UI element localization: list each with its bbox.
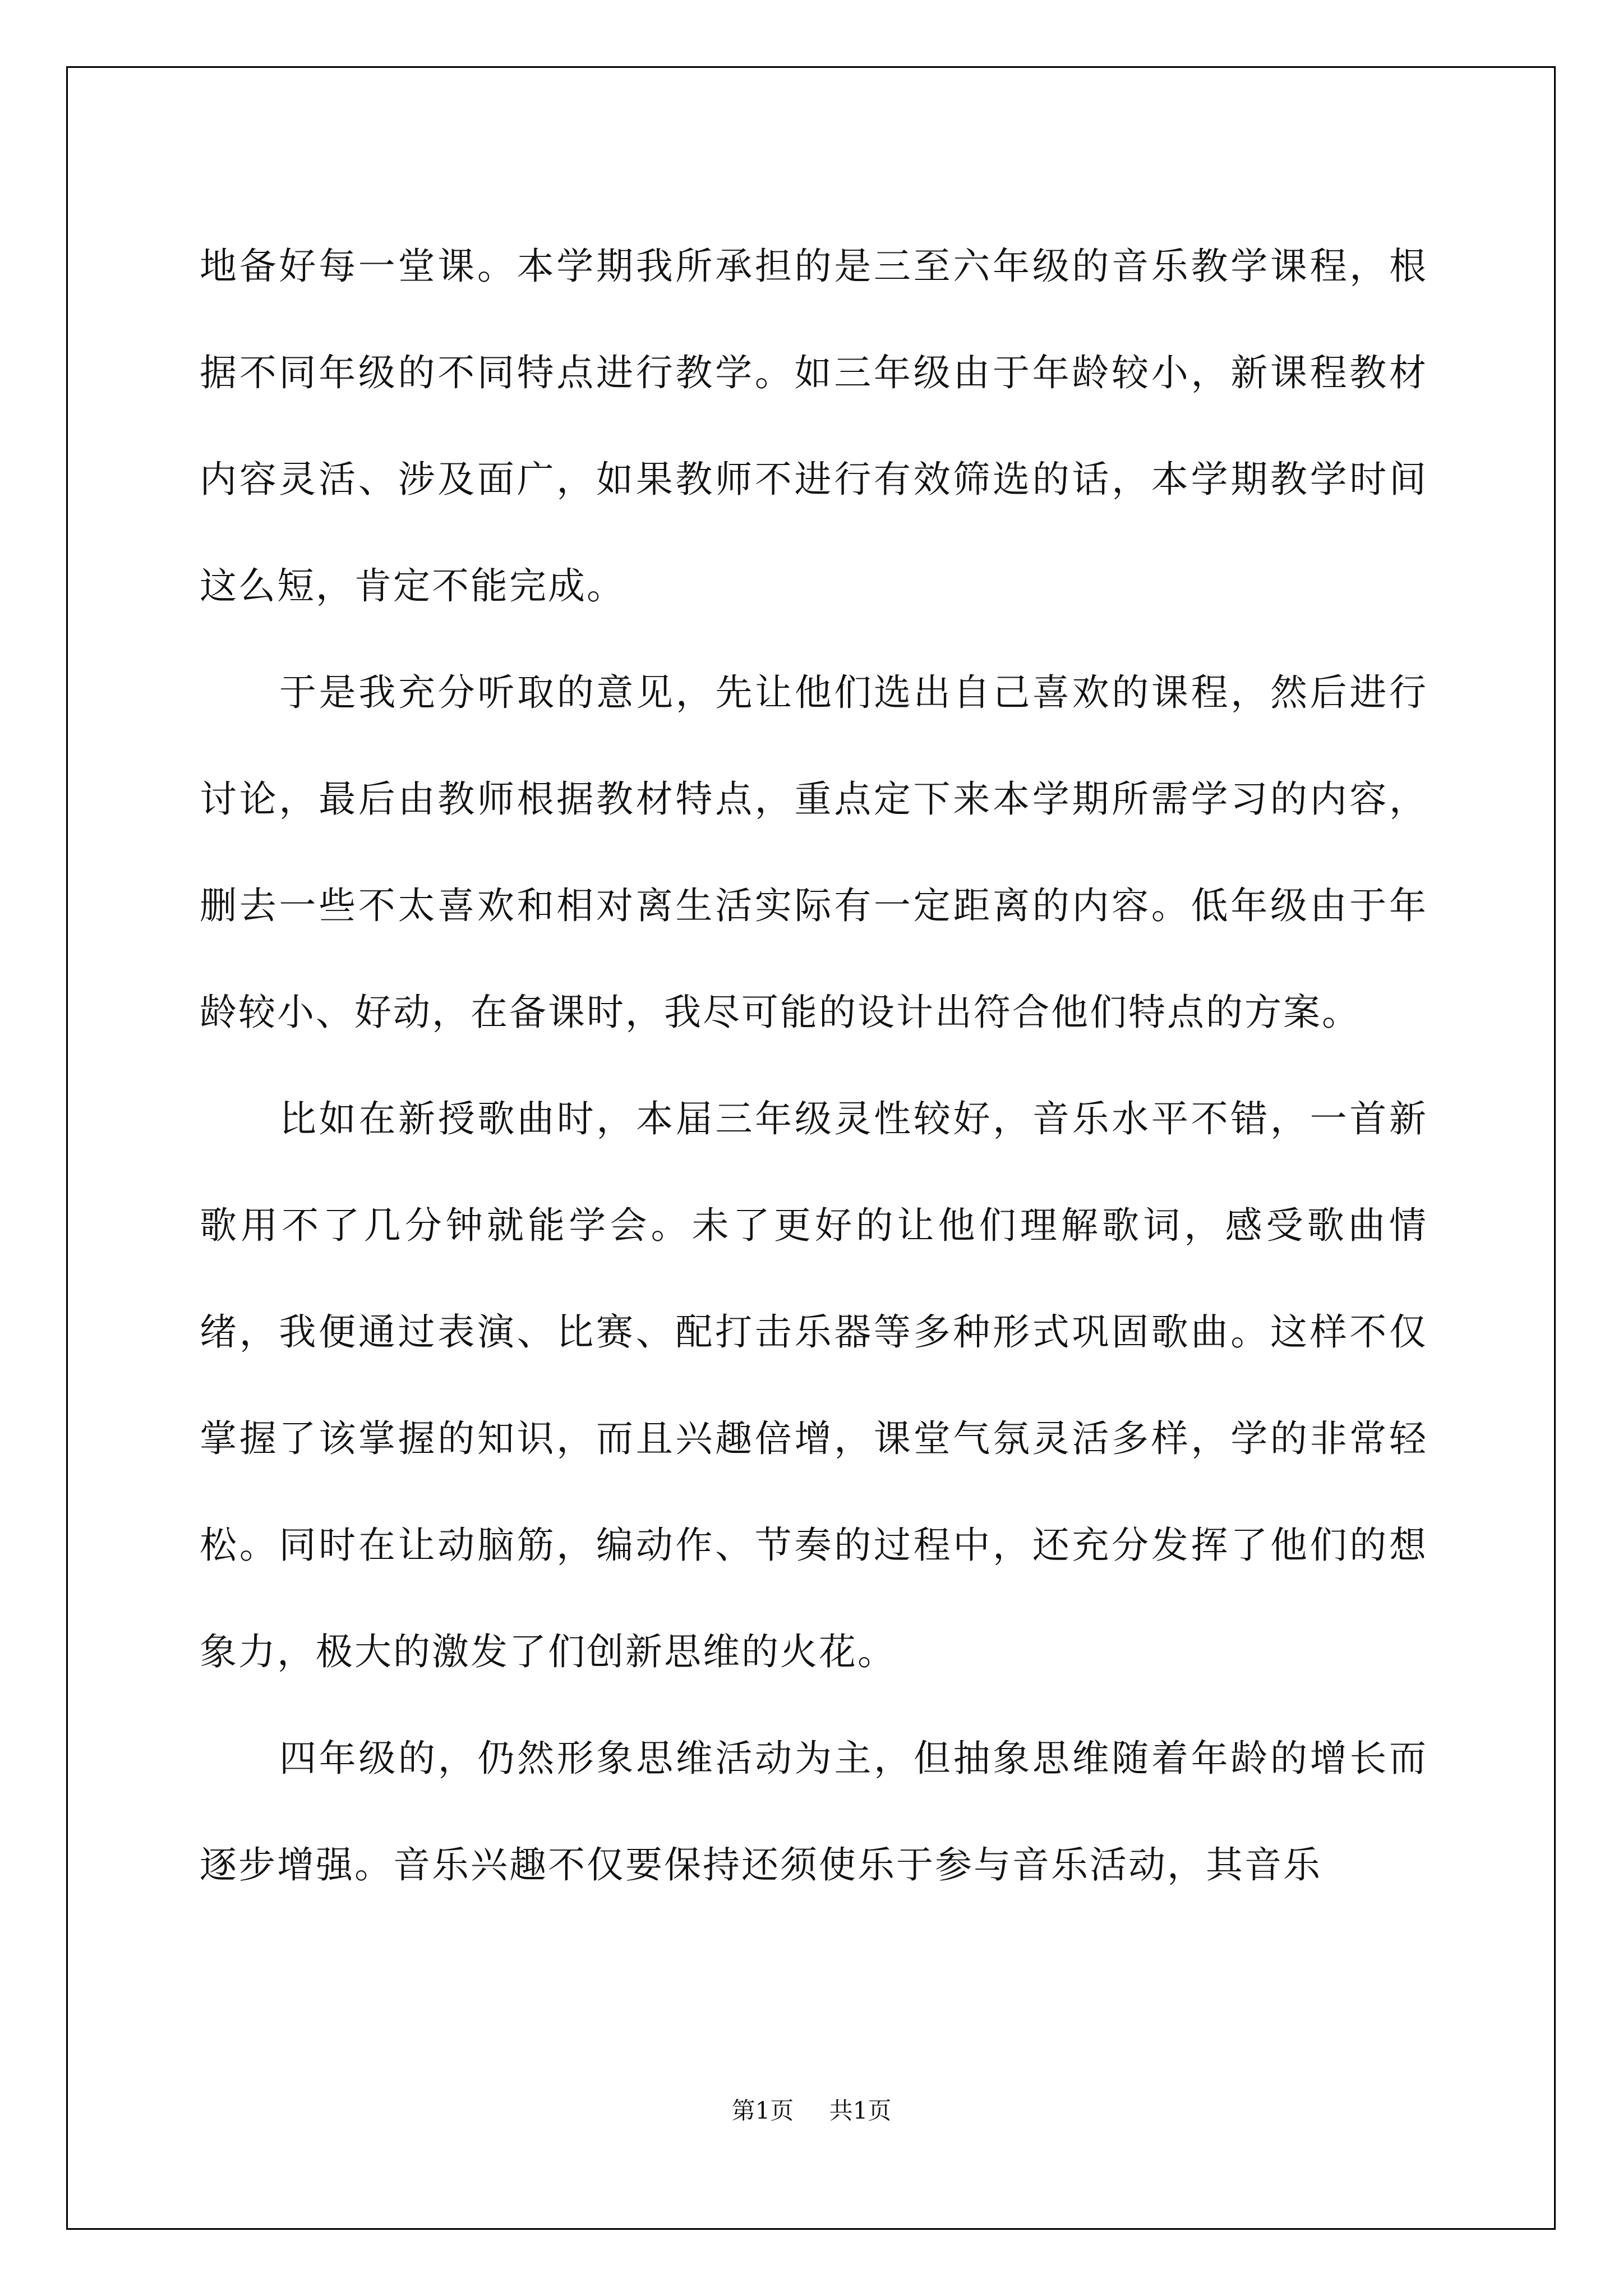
paragraph-1: 地备好每一堂课。本学期我所承担的是三至六年级的音乐教学课程，根据不同年级的不同特点进行教学。如三年级由于年龄较小，新课程教材内容灵活、涉及面广，如果教师不进行有效筛选的话，本学期教学时间这么短，肯定不能完成。 (200, 245, 1428, 608)
paragraph-2: 于是我充分听取的意见，先让他们选出自己喜欢的课程，然后进行讨论，最后由教师根据教材特点，重点定下来本学期所需学习的内容，删去一些不太喜欢和相对离生活实际有一定距离的内容。低年级由于年龄较小、好动，在备课时，我尽可能的设计出符合他们特点的方案。 (200, 671, 1428, 1034)
page-footer (0, 2092, 1623, 2126)
document-body (200, 213, 1428, 1918)
page-number-total: 共1页 (829, 2097, 892, 2124)
paragraph-4: 四年级的，仍然形象思维活动为主，但抽象思维随着年龄的增长而逐步增强。音乐兴趣不仅要保持还须使乐于参与音乐活动，其音乐 (200, 1737, 1428, 1887)
paragraph-3: 比如在新授歌曲时，本届三年级灵性较好，音乐水平不错，一首新歌用不了几分钟就能学会。未了更好的让他们理解歌词，感受歌曲情绪，我便通过表演、比赛、配打击乐器等多种形式巩固歌曲。这样不仅掌握了该掌握的知识，而且兴趣倍增，课堂气氛灵活多样，学的非常轻松。同时在让动脑筋，编动作、节奏的过程中，还充分发挥了他们的想象力，极大的激发了们创新思维的火花。 (200, 1097, 1428, 1673)
page-number-current: 第1页 (731, 2097, 794, 2124)
